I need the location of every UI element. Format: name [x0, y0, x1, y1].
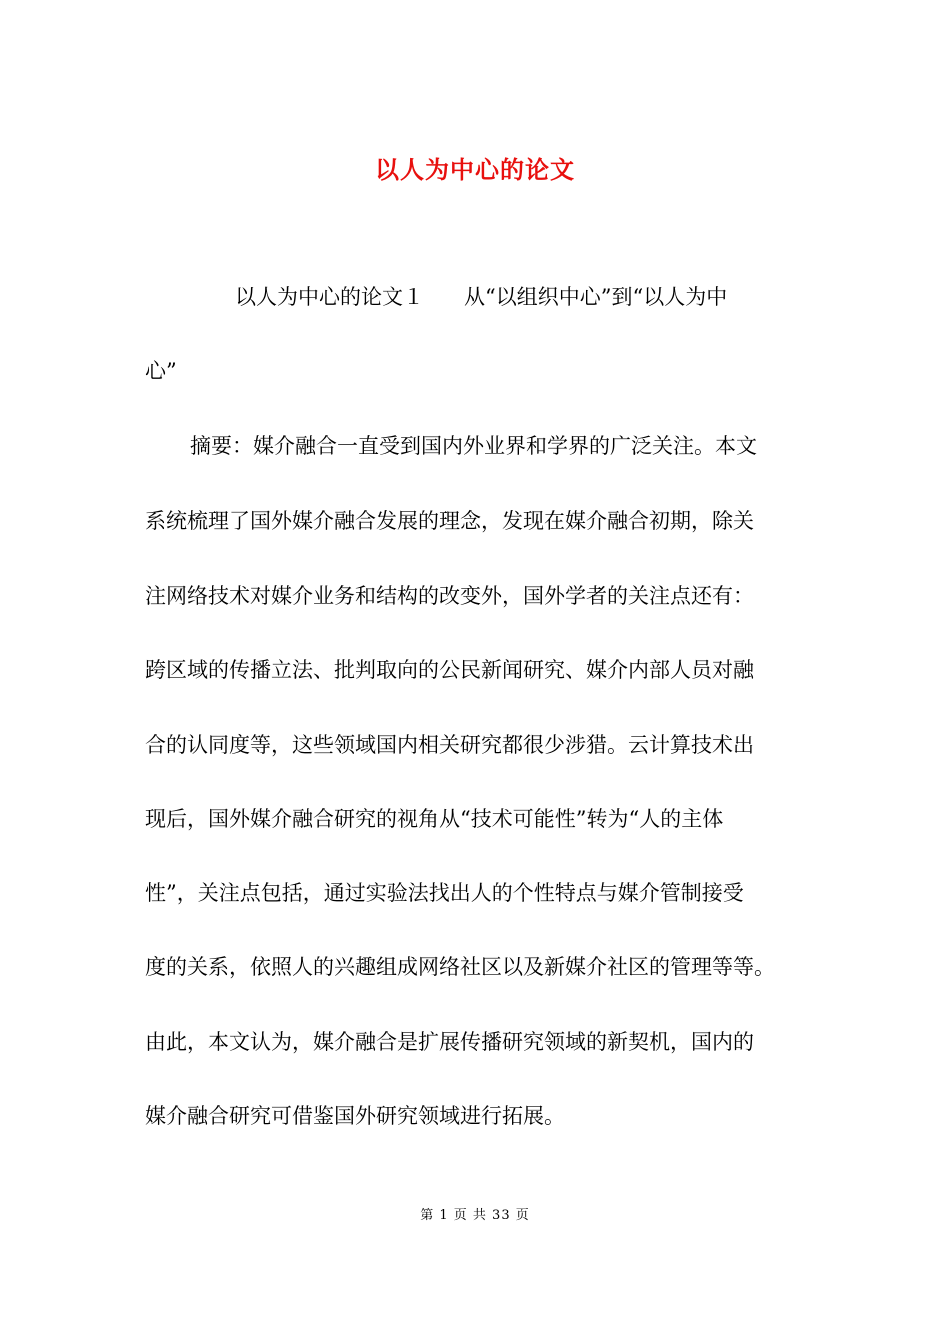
abstract-line: 性”，关注点包括，通过实验法找出人的个性特点与媒介管制接受	[145, 881, 744, 905]
abstract-line: 系统梳理了国外媒介融合发展的理念，发现在媒介融合初期，除关	[145, 509, 754, 533]
abstract-line: 现后，国外媒介融合研究的视角从“技术可能性”转为“人的主体	[145, 807, 724, 831]
abstract-line: 度的关系，依照人的兴趣组成网络社区以及新媒介社区的管理等等。	[145, 955, 775, 979]
abstract-line: 摘要：媒介融合一直受到国内外业界和学界的广泛关注。本文	[190, 434, 757, 458]
section-label: 以人为中心的论文１	[235, 285, 424, 309]
page-number: 第 1 页 共 33 页	[420, 1208, 530, 1223]
abstract-line: 媒介融合研究可借鉴国外研究领域进行拓展。	[145, 1104, 565, 1128]
abstract-line: 由此，本文认为，媒介融合是扩展传播研究领域的新契机，国内的	[145, 1030, 754, 1054]
section-heading-continuation: 心”	[145, 359, 177, 383]
abstract-line: 合的认同度等，这些领域国内相关研究都很少涉猎。云计算技术出	[145, 733, 754, 757]
abstract-line: 注网络技术对媒介业务和结构的改变外，国外学者的关注点还有：	[145, 584, 754, 608]
abstract-line: 跨区域的传播立法、批判取向的公民新闻研究、媒介内部人员对融	[145, 658, 754, 682]
section-heading	[235, 282, 727, 312]
document-title: 以人为中心的论文	[375, 155, 575, 185]
section-heading-text: 从“以组织中心”到“以人为中	[464, 285, 728, 309]
